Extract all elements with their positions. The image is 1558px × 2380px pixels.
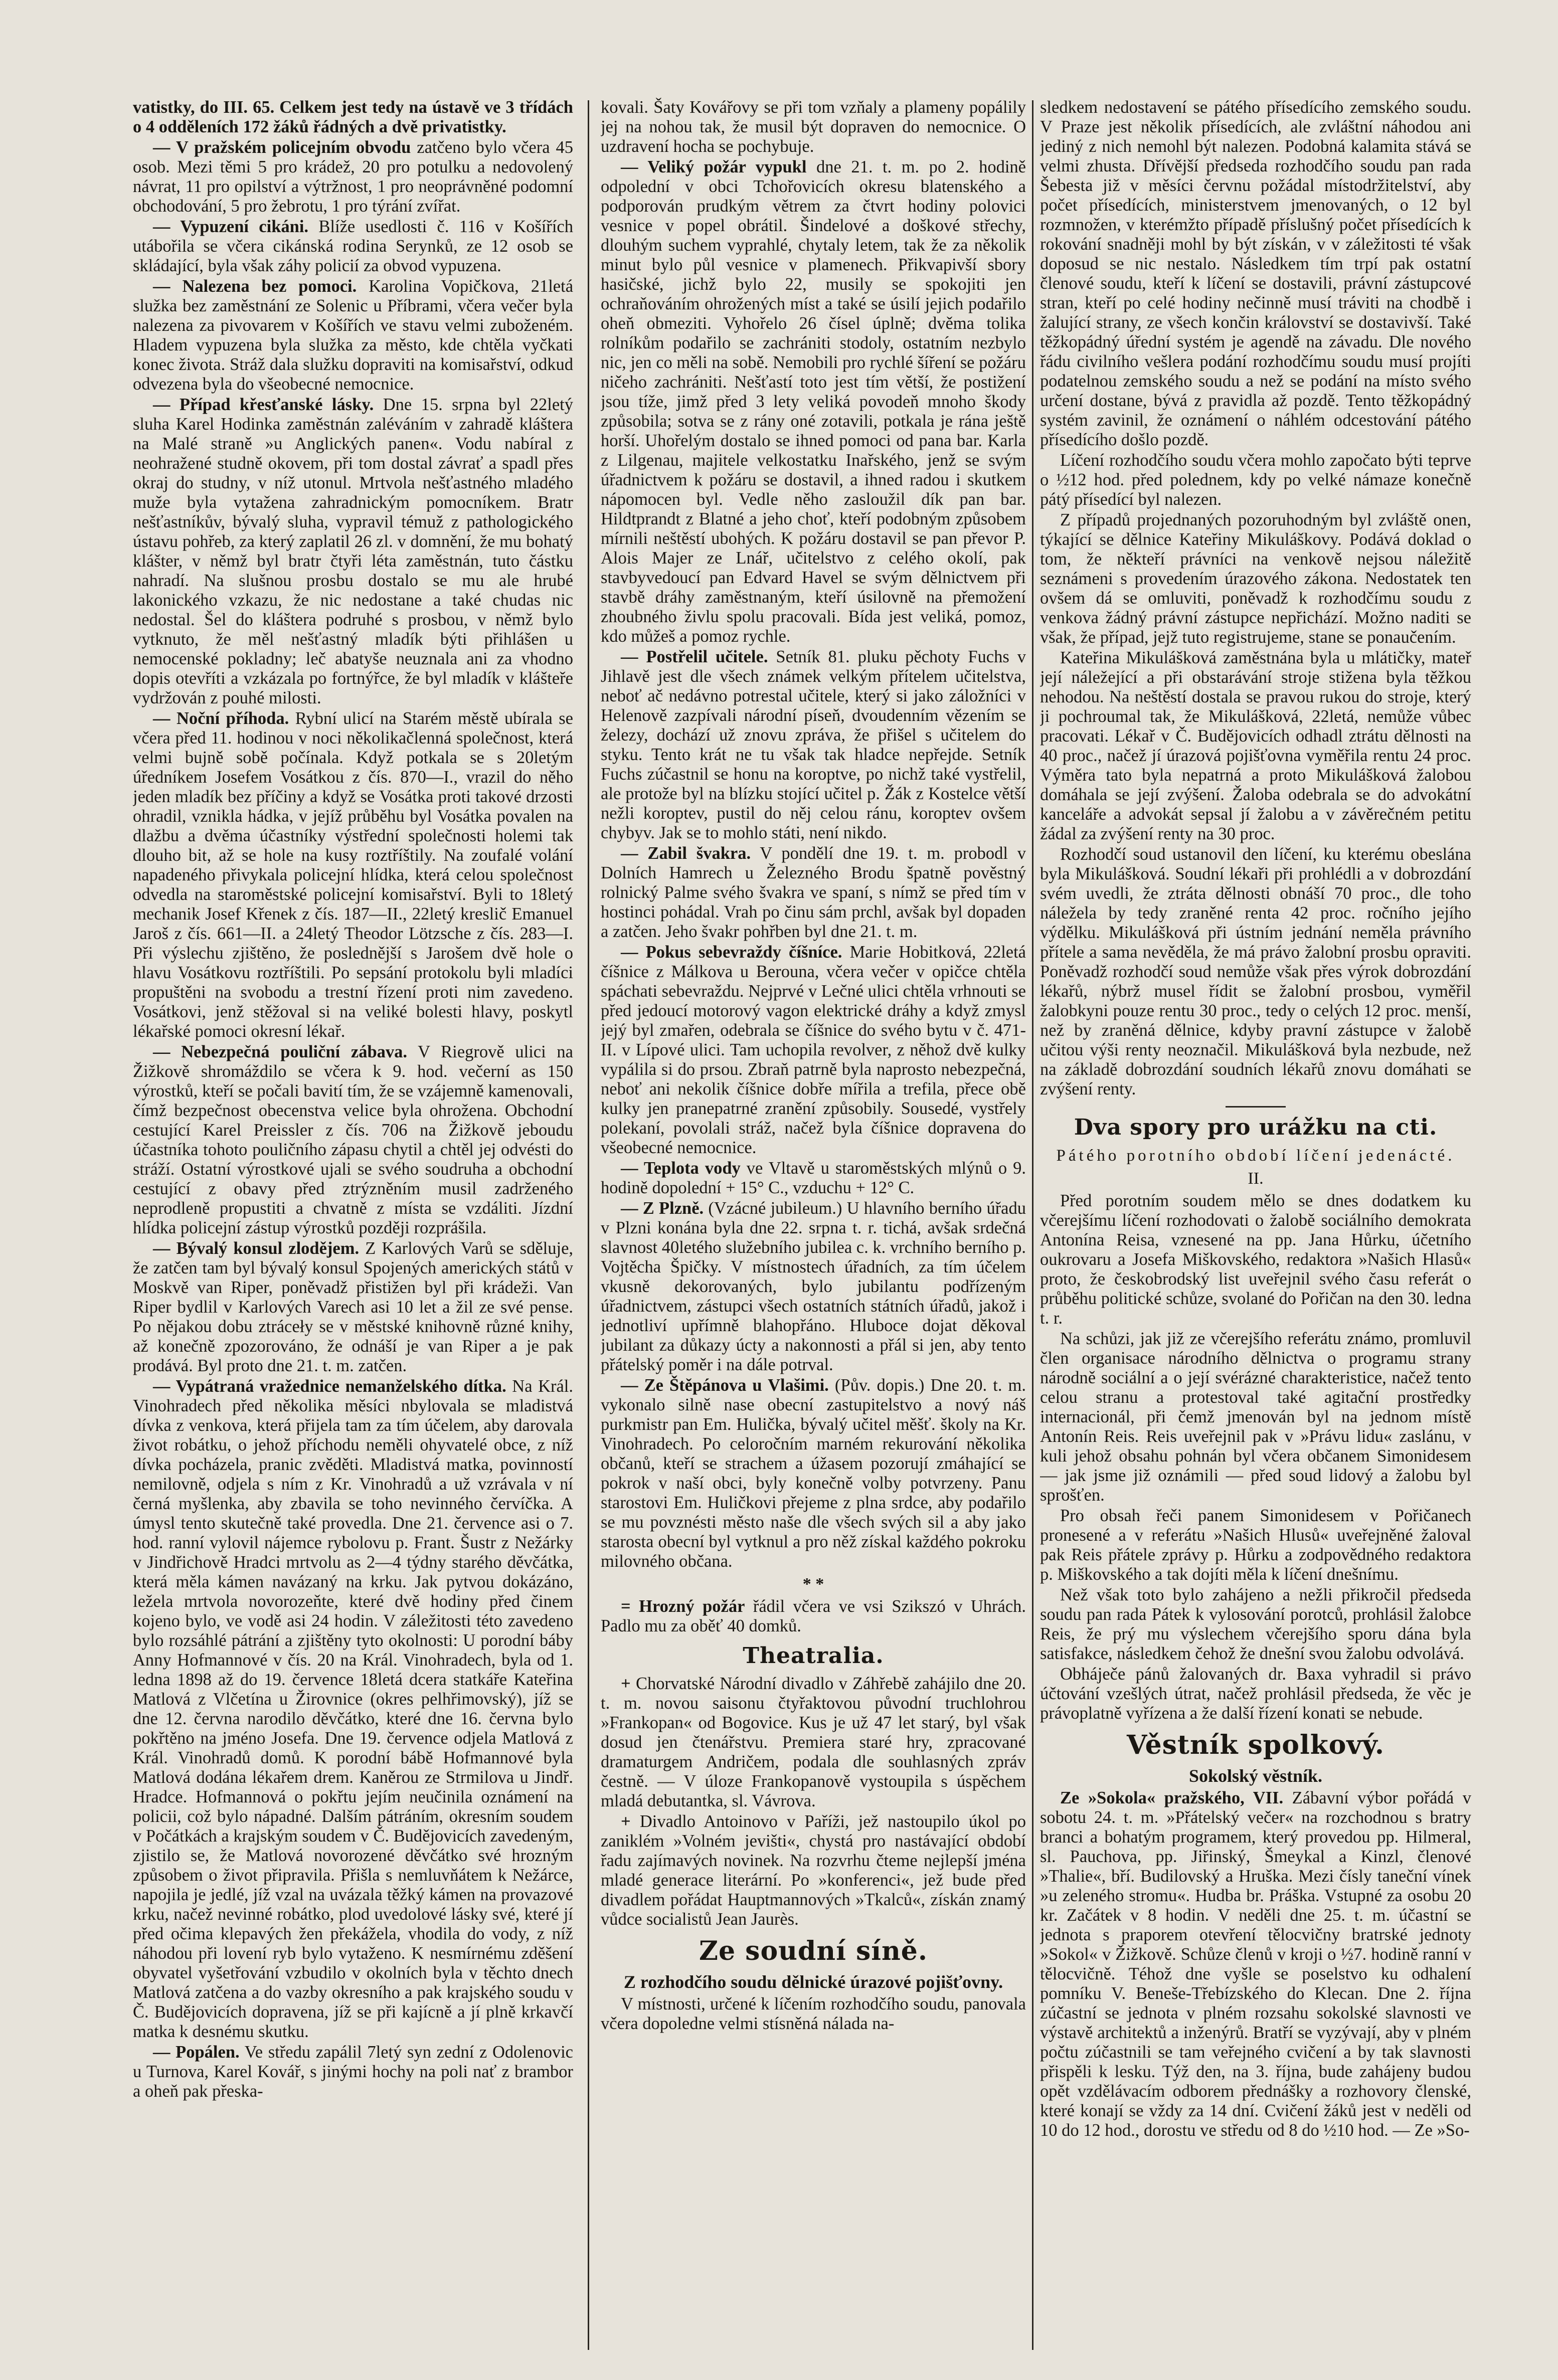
sub-heading: Pátého porotního období líčení jedenácté. (1056, 1147, 1455, 1165)
news-item-text: Dne 15. srpna byl 22letý sluha Karel Hodinka zaměstnán zaléváním v zahradě kláštera na Malé straně »u Anglických panen«. Vodu nabíral z neohražené studně okovem, při tom dostal závrať a spadl přes okraj do studny, v níž utonul. Mrtvola nešťastného mladého muže byla vytažena zahradnickým pomocníkem. Bratr nešťastníkův, bývalý sluha, vypravil témuž z pathologického ústavu pohřeb, za který zaplatil 26 zl. v domnění, že mu bohatý klášter, v němž byl bratr čtyři léta zaměstnán, tuto částku nahradí. Na slušnou prosbu dostalo se mu ale hrubé lakonického vzkazu, že nic nedostane a také chudas nic nedostal. Šel do kláštera podruhé s prosbou, v němž bylo vytknuto, že měl nešťastný mladík býti přihlášen u nemocenské pokladny; leč abatyše neuznala ani za vhodno dopis otevříti a vzkázala po fortnýřce, že byl mladík v klášteře vydržován z pouhé milosti. (133, 395, 573, 707)
news-item (601, 1812, 1026, 1929)
news-item (1040, 1788, 1471, 2140)
news-item-heading: — Pokus sebevraždy číšníce. (621, 943, 842, 962)
news-item (1040, 1329, 1471, 1505)
section-heading: Věstník spolkový. (1127, 1730, 1384, 1760)
column-rule-2 (1032, 100, 1033, 2350)
news-item (601, 1597, 1026, 1636)
news-item (601, 943, 1026, 1158)
news-item-heading: Ze »Sokola« pražského, VII. (1060, 1788, 1284, 1807)
news-item-heading: — Noční příhoda. (153, 709, 289, 728)
news-item-heading: — V pražském policejním obvodu (153, 138, 411, 157)
news-item (133, 217, 573, 276)
asterism-divider: * * (802, 1575, 824, 1593)
news-item-text: Líčení rozhodčího soudu včera mohlo započato býti teprve o ½12 hod. před polednem, kdy po velké námaze konečně pátý přísedící byl nalezen. (1040, 451, 1471, 509)
news-item-text: ve Vltavě u staroměstských mlýnů o 9. hodině dopolední + 15° C., vzduchu + 12° C. (601, 1159, 1026, 1197)
section-heading: Theatralia. (743, 1643, 884, 1669)
news-item (1040, 1506, 1471, 1584)
news-item-text: Zábavní výbor pořádá v sobotu 24. t. m. »Přátelský večer« na rozchodnou s bratry branci a bohatým programem, který provedou pp. Hilmeral, sl. Pauchova, pp. Jiřinský, Šmeykal a Kinzl, členové »Thalie«, bří. Budilovský a Hruška. Mezi čísly taneční vínek »u zeleného stromu«. Hudba br. Práška. Vstupné za osobu 20 kr. Začátek v 8 hodin. V neděli dne 25. t. m. účastní se jednota s praporem otevření tělocvičny bratrské jednoty »Sokol« v Žižkově. Schůze členů v kroji o ½7. hodině ranní v tělocvičně. Téhož dne vyšle se poselstvo ku odhalení pomníku V. Beneše-Třebízského do Klecan. Dne 2. října zúčastní se jednota v plném rozsahu sokolské slavnosti ve výstavě architektů a inženýrů. Bratří se vyzývají, aby v plném počtu zúčastnili se tam veřejného cvičení a by tak slavnosti přispěli k lesku. Týž den, na 3. října, bude zahájeny budou opět vzdělávacím odborem přednášky a rozhovory členské, které konají se vždy za 14 dní. Cvičení žáků jest v neděli od 10 do 12 hod., dorostu ve středu od 8 do ½10 hod. — Ze »So- (1040, 1788, 1471, 2140)
news-item-text: Chorvatské Národní divadlo v Záhřebě zahájilo dne 20. t. m. novou saisonu čtyřaktovou původní truchlohrou »Frankopan« od Bogovice. Kus je už 47 let starý, byl však dosud jen čtenářstvu. Premiera staré hry, zpracované dramaturgem Andričem, podala dle souhlasných zpráv čestně. — V úloze Frankopanově vystoupila s úspěchem mladá debutantka, sl. Vávrova. (601, 1674, 1026, 1810)
news-item-heading: — Nalezena bez pomoci. (153, 277, 357, 296)
news-item-text: Před porotním soudem mělo se dnes dodatkem ku včerejšímu líčení rozhodovati o žalobě sociálního demokrata Antonína Reisa, vznesené na pp. Jana Hůrku, účetního oukrovaru a Josefa Miškovského, redaktora »Našich Hlasů« proto, že českobrodský list uveřejnil svého času referát o průběhu politické schůze, svolané do Pořičan na den 30. ledna t. r. (1040, 1191, 1471, 1328)
news-item-text: Na schůzi, jak již ze včerejšího referátu známo, promluvil člen organisace národního dělnictva o programu strany národně sociální a o její svérázné charakteristice, načež tento celou stranu a protestoval také agitační prostředky internacionál, při čemž jmenován byl na jednom místě Antonín Reis. Reis uveřejnil pak v »Právu lidu« zaslánu, v kuli jehož obsahu pohnán byl včera občanem Simonidesem — jak jsme již oznámili — před soud lidový a žalobu byl sprošťen. (1040, 1329, 1471, 1505)
news-item-text: Rozhodčí soud ustanovil den líčení, ku kterému obeslána byla Mikulášková. Soudní lékaři při prohlédli a v dobrozdání svém uvedli, že ztráta dělnosti obnáší 70 proc., dle toho náležela by tedy zraněné renta 42 proc. ročního jejího výdělku. Mikulášková při ústním jednání neměla právního přítele a sama nevěděla, že má právo žalobní prosbu opraviti. Poněvadž rozhodčí soud nemůže však přes výrok dobrozdání lékařů, nýbrž musel řídit se žalobní prosbou, vyměřil žalobkyni pouze rentu 30 proc., tedy o celých 12 proc. menší, než by zraněná dělnice, kdyby pravní zástupce v žalobě učitou výši renty neoznačil. Mikulášková byla nezbude, než na základě dobrozdání soudních lékařů znovu domáhati se zvýšení renty. (1040, 845, 1471, 1099)
news-item-heading: — Z Plzně. (621, 1199, 704, 1218)
column-middle (601, 98, 1026, 2360)
news-item-text: dne 21. t. m. po 2. hodině odpolední v obci Tchořovicích okresu blatenského a podporován prudkým větrem za čtvrt hodiny polovici vesnice v popel obrátil. Šindelové a doškové střechy, dlouhým suchem vyprahlé, chytaly letem, tak že za několik minut bylo půl vesnice v plamenech. Přikvapivší sbory hasičské, jichž bylo 22, musily se spokojiti jen ochraňováním ohrožených míst a také se úsilí jejich podařilo oheň obmeziti. Vyhořelo 26 čísel úplně; dvěma tolika rolníkům podařilo se zachrániti stodoly, ostatním nezbylo nic, jen co měli na sobě. Nemobili pro rychlé šíření se požáru ničeho zachrániti. Nešťastí toto jest tím větší, že postižení jsou tíže, jimž před 3 lety veliká povodeň mnoho škody způsobila; sotva se z rány oné zotavili, potkala je rána ještě horší. Uhořelým dostalo se ihned pomoci od pana bar. Karla z Lilgenau, majitele velkostatku Inařského, jenž se svým úřadnictvem k požáru se dostavil, a ihned radou i skutkem nápomocen byl. Vedle něho zasloužil dík pan bar. Hildtprandt z Blatné a jeho choť, kteří podobným způsobem mírnili neštěstí ubohých. K požáru dostavil se pan převor P. Alois Majer ze Lnář, učitelstvo z celého okolí, pak stavbyvedoucí pan Edvard Havel se svým dělnictvem při stavbě dráhy zaměstnaným, kteří úsilovně na přemožení zhoubného živlu spolu pracovali. Bída jest veliká, pomoz, kdo můžeš a pomoz rychle. (601, 157, 1026, 646)
news-item (1040, 1665, 1471, 1723)
news-item-text: Z Karlových Varů se sděluje, že zatčen tam byl bývalý konsul Spojených amerických států v Moskvě van Riper, poněvadž přistižen byl při krádeži. Van Riper bydlil v Karlových Varech asi 10 let a žil ze své pense. Po nějakou dobu ztráceły se v městské knihovně různé knihy, až konečně zpozorováno, že odnáší je van Riper a je pak prodává. Byl proto dne 21. t. m. zatčen. (133, 1239, 573, 1375)
news-item (133, 1239, 573, 1376)
news-item (601, 1994, 1026, 2034)
news-item-text: Blíže usedlosti č. 116 v Košířích utábořila se včera cikánská rodina Serynků, ze 12 osob se skládající, byla však záhy policií za obvod vypuzena. (133, 217, 573, 275)
news-item-text: Na Král. Vinohradech před několika měsíci nbylovala se mladistvá dívka z venkova, která přijela tam za tím účelem, aby darovala život robátku, o jehož příchodu neměli ohyvatelé obce, z níž dívka pocházela, pranic zvěděti. Mladistvá matka, povinností nemilovně, odjela s ním z Kr. Vinohradů a už vzrávala v ní černá myšlenka, aby zbavila se toho nevinného červíčka. A úmysl tento skutečně také provedla. Dne 21. července asi o 7. hod. ranní vylovil nájemce rybolovu p. Frant. Šustr z Nežárky v Jindřichově Hradci mrtvolu as 2—4 týdny starého děvčátka, která měla kámen navázaný na krku. Jak pytvou dokázáno, ležela mrtvola novorozeňte, které dvě hodiny před činem kojeno bylo, ve vodě asi 24 hodin. V záležitosti této zavedeno bylo rozsáhlé pátrání a zjištěny tyto okolnosti: U porodní báby Anny Hofmannové v čís. 20 na Král. Vinohradech, byla od 1. ledna 1898 až do 19. července 18letá dcera statkáře Kateřina Matlová z Vlčetína u Žirovnice (okres pelhřimovský), jíž se dne 12. června narodilo děvčátko, které dne 16. června bylo pokřtěno na jméno Josefa. Dne 19. července odjela Matlová z Král. Vinohradů domů. K porodní bábě Hofmannové byla Matlová dodána lékařem drem. Kaněrou ze Strmilova u Jindř. Hradce. Hofmannová o pokřtu jejím neučinila oznámení na policii, což bylo nápadné. Dalším pátráním, okresním soudem v Počátkách a krajským soudem v Č. Budějovicích zavedeným, zjistilo se, že Matlová novorozené děvčátko své hrozným způsobem o život připravila. Přišla s nemluvňátem k Nežárce, napojila je jedlé, jíž vzal na uvázala těžký kámen na provazové krku, načež nevinné robátko, plod uvedolové lásky své, které jí před očima klepavých žen překážela, vhodila do vody, z níž náhodou při lovení ryb bylo vytaženo. K nesmírnému zděšení obyvatel vyšetřování vzbudilo v okolních byla v těchto dnech Matlová zatčena a do vazby okresního a pak krajského soudu v Č. Budějovicích dopravena, jíž se při kajícně a jí plně krkavčí matka k desnému skutku. (133, 1377, 573, 2041)
news-item (1040, 510, 1471, 647)
news-item-text: sledkem nedostavení se pátého přísedícího zemského soudu. V Praze jest několik přísedících, ale zvláštní náhodou ani jediný z nich nemohl být nalezen. Podobná kalamita stává se velmi zhusta. Dřívější předseda rozhodčího soudu pan rada Šebesta již v měsíci červnu požádal místodržitelství, aby počet přísedících, ministerstvem jmenovaných, o 12 byl rozmnožen, v kterémžto případě příslušný počet přísedících k rokování snadněji mohl by být získán, v v záležitosti té však doposud se nic nestalo. Následkem tím trpí pak ostatní členové soudu, kteří k líčení se dostavili, právní zástupcové stran, kteří po celé hodiny nečinně musí tráviti na chodbě i žalující strany, ze všech končin království se dostavivší. Také těžkopádný úřední systém je agendě na závadu. Dle nového řádu civilního vešlera podání rozhodčímu soudu musí projíti podatelnou zemského soudu a než se podání na místo svého určení dostane, bývá z pravidla až pozdě. Tento těžkopádný systém zavinil, že oznámení o náhlém odcestování pátého přísedícího došlo pozdě. (1040, 98, 1471, 449)
news-item-heading: + (621, 1674, 631, 1693)
news-item-text: kovali. Šaty Kovářovy se při tom vzňaly a plameny popálily jej na nohou tak, že musil být dopraven do nemocnice. O uzdravení hocha se pochybuje. (601, 98, 1026, 156)
news-item-text: Marie Hobitková, 22letá číšnice z Málkova u Berouna, včera večer v opičce chtěla spáchati sebevraždu. Nejprvé v Lečné ulici chtěla vrhnouti se před jedoucí motorový vagon elektrické dráhy a když zmysl jejý byl zmařen, odebrala se číšnice do svého bytu v č. 471-II. v Lípové ulici. Tam uchopila revolver, z něhož dvě kulky vypálila si do prsou. Zbraň patrně byla naprosto nebezpečná, neboť ani nekolik číšnice dobře mířila a trefila, přece obě kulky jen pranepatrné zranění způsobily. Sousedé, vystřely polekaní, povolali stráž, načež byla číšnice dopravena do všeobecné nemocnice. (601, 943, 1026, 1157)
sub-heading: Z rozhodčího soudu dělnické úrazové pojišťovny. (623, 1972, 1003, 1992)
news-item (133, 98, 573, 137)
news-item-heading: — Veliký požár vypukl (621, 157, 807, 176)
news-item (133, 1042, 573, 1238)
news-item-text: Ve středu zapálil 7letý syn zední z Odolenovic u Turnova, Karel Kovář, s jinými hochy na poli nať z brambor a oheň pak přeska- (133, 2043, 573, 2101)
news-item-heading: — Postřelil učitele. (621, 647, 768, 666)
news-item-heading: — Zabil švakra. (621, 844, 751, 863)
part-number: II. (1248, 1169, 1264, 1188)
news-item-text: (Vzácné jubileum.) U hlavního berního úřadu v Plzni konána byla dne 22. srpna t. r. tichá, avšak srdečná slavnost 40letého služebního jubilea c. k. vrchního berního p. Vojtěcha Špičky. V místnostech úřadních, za tím účelem vkusně dekorovaných, bylo jubilantu podřízeným úřadnictvem, zástupci všech ostatních státních úřadů, jakož i jednotliví upřímně blahopřáno. Hluboce dojat děkoval jubilant za důkazy úcty a nakonnosti a přál si jen, aby tento přátelský poměr i na dále potrval. (601, 1199, 1026, 1374)
news-item (1040, 98, 1471, 450)
news-item (133, 138, 573, 216)
news-item (601, 1376, 1026, 1571)
news-item-text: Než však toto bylo zahájeno a nežli přikročil předseda soudu pan rada Pátek k vylosování porotců, prohlásil žalobce Reis, že prý mu výslechem včerejšího sporu dána byla satisfakce, následkem čehož že dnešní svou žalobu odvolává. (1040, 1585, 1471, 1663)
column-rule-1 (588, 100, 589, 2350)
news-item-text: Setník 81. pluku pěchoty Fuchs v Jihlavě jest dle všech známek velkým přítelem učitelstva, neboť ač nedávno potrestal učitele, který si jako záložníci v Helenově zazpívali národní píseň, dvoudenním vězením se železy, dochází už znovu zpráva, že přišel s učitelem do styku. Tento krát ne tu však tak hladce nepřejde. Setník Fuchs zúčastnil se honu na koroptve, po nichž také vystřelil, ale protože byl na blízku stojící učitel p. Žák z Kostelce větší nežli koroptev, pustil do něj celou ránu, koroptev ovšem chybyv. Jak se to mohlo státi, není nikdo. (601, 647, 1026, 842)
news-item-text: V Riegrově ulici na Žižkově shromáždilo se včera k 9. hod. večerní as 150 výrostků, kteří se počali bavití tím, že se vzájemně kamenovali, čímž bezpečnost obecenstva velice byla ohrožena. Obchodní cestující Karel Preissler z čís. 706 na Žižkově jeboudu účastníka tohoto pouličního zápasu chytil a chtěl jej odvésti do stráží. Ostatní výrostkové ujali se svého soudruha a obchodní cestující z obavy před ztrýzněním musil zadrženého neprodleně propustiti a chvatně z místa se vzdáliti. Jízdní hlídka policejní zástup výrostků později rozprášila. (133, 1042, 573, 1237)
news-item-text: (Pův. dopis.) Dne 20. t. m. vykonalo silně nase obecní zastupitelstvo a nový náš purkmistr pan Em. Hulička, bývalý učitel měšť. školy na Kr. Vinohradech. Po celoročním marném rekurování několika občanů, kteří se strachem a úžasem pozorují zmáhající se pokrok v naší obci, byly konečně volby potvrzeny. Panu starostovi Em. Huličkovi přejeme z plna srdce, aby podařilo se mu povznésti město naše dle všech svých sil a aby jako starosta obecní byl vytknul a pro něž získal každého pokroku milovného občana. (601, 1376, 1026, 1571)
section-heading: Dva spory pro urážku na cti. (1074, 1115, 1438, 1140)
news-item-text: řádil včera ve vsi Szikszó v Uhrách. Padlo mu za oběť 40 domků. (601, 1597, 1026, 1635)
news-item (601, 1674, 1026, 1811)
news-item (1040, 845, 1471, 1099)
news-item (601, 647, 1026, 843)
news-item (133, 277, 573, 394)
news-item-heading: — Případ křesťanské lásky. (153, 395, 374, 414)
news-item-text: Obháječe pánů žalovaných dr. Baxa vyhradil si právo účtování vzešlých útrat, načež prohlásil předseda, že věc je právoplatně vyřízena a že další řízení konati se nebude. (1040, 1665, 1471, 1723)
news-item-text: V místnosti, určené k líčením rozhodčího soudu, panovala včera dopoledne velmi stísněná nálada na- (601, 1994, 1026, 2033)
sub-heading: Sokolský věstník. (1188, 1766, 1323, 1786)
news-item-text: vatistky, do III. 65. Celkem jest tedy na ústavě ve 3 třídách o 4 odděleních 172 žáků řádných a dvě privatistky. (133, 98, 573, 136)
news-item-text: Z případů projednaných pozoruhodným byl zvláště onen, týkající se dělnice Kateřiny Mikuláškovy. Podává doklad o tom, že někteří právníci na venkově nejsou náležitě seznámeni s provedením úrazového zákona. Nedostatek ten ovšem dá se omluviti, poněvadž k rozhodčímu soudu z venkova žádný právní zástupce nepřichází. Možno naditi se však, že případ, jejž tuto registrujeme, stane se ponaučením. (1040, 510, 1471, 647)
news-item (601, 98, 1026, 156)
news-item-heading: — Vypátraná vražednice nemanželského dítka. (153, 1377, 506, 1396)
news-item-heading: — Vypuzení cikáni. (153, 217, 309, 236)
news-item (133, 395, 573, 708)
news-item-heading: — Ze Štěpánova u Vlašimi. (621, 1376, 829, 1395)
news-item-heading: + (621, 1812, 631, 1831)
column-right (1040, 98, 1471, 2360)
news-item-text: Pro obsah řeči panem Simonidesem v Pořičanech pronesené a v referátu »Našich Hlusů« uveřejněné žaloval pak Reis přátele zprávy p. Hůrku a zodpovědného redaktora p. Miškovského a tak dojíti měla k líčení dnešnímu. (1040, 1506, 1471, 1584)
news-item-text: V pondělí dne 19. t. m. probodl v Dolních Hamrech u Železného Brodu špatně pověstný rolnický Palme svého švakra ve spaní, s nímž se před tím v hostinci pohádal. Vrah po činu sám prchl, avšak byl dopaden a zatčen. Jeho švakr pohřben byl dne 21. t. m. (601, 844, 1026, 941)
news-item (1040, 1585, 1471, 1664)
news-item (133, 2043, 573, 2101)
news-item-heading: — Teplota vody (621, 1159, 741, 1178)
news-item-text: Rybní ulicí na Starém městě ubírala se včera před 11. hodinou v noci několikačlenná společnost, která velmi bujně sobě počínala. Když potkala se s 20letým úředníkem Josefem Vosátkou z čís. 870—I., vrazil do něho jeden mladík bez příčiny a když se Vosátka proti takové drzosti ohradil, vznikla hádka, v jejíž průběhu byl Vosátka povalen na dlažbu a dvěma účastníky výstřední společnosti holemi tak dlouho bit, až se hole na kusy roztříštily. Na zoufalé volání napadeného přivykala policejní hlídka, která celou společnost odvedla na staroměstské policejní komisařství. Byli to 18letý mechanik Josef Křenek z čís. 187—II., 22letý kreslič Emanuel Jaroš z čís. 661—II. a 24letý Theodor Lötzsche z čís. 283—I. Při výslechu zjištěno, že poslednější s Jarošem dvě hole o hlavu Vosátkovu roztříštili. Po sepsání protokolu byli mladíci propuštěni na svobodu a trestní řízení proti nim zavedeno. Vosátkovi, jenž stěžoval si na veliké bolesti hlavy, poskytl lékařské pomoci okresní lékař. (133, 709, 573, 1041)
news-item-heading: — Bývalý konsul zlodějem. (153, 1239, 360, 1258)
news-item (1040, 648, 1471, 844)
news-item (601, 1199, 1026, 1375)
news-item-heading: — Nebezpečná pouliční zábava. (153, 1042, 408, 1061)
news-item-text: Karolina Vopičkova, 21letá služka bez zaměstnání ze Solenic u Příbrami, včera večer byla nalezena za pivovarem v Košířích ve stavu velmi zuboženém. Hladem vypuzena byla služka za město, kde chtěla vyčkati konec života. Stráž dala služku dopraviti na komisařství, odkud odvezena byla do všeobecné nemocnice. (133, 277, 573, 394)
news-item-heading: = Hrozný požár (621, 1597, 745, 1616)
news-item (601, 1159, 1026, 1198)
separator-rule (1226, 1106, 1286, 1108)
news-item-text: Kateřina Mikulášková zaměstnána byla u mlátičky, mateř její náležející a při obstarávání stroje stižena byla těžkou nehodou. Na neštěstí dostala se pravou rukou do stroje, který ji pochroumal tak, že Mikulášková, 22letá, nemůže vůbec pracovati. Lékař v Č. Budějovicích odhadl ztrátu dělnosti na 40 proc., načež jí úrazová pojišťovna vyměřila rentu 24 proc. Výměra tato byla nepatrná a proto Mikulášková žalobou domáhala se její zvýšení. Žaloba odebrala se do advokátní kanceláře a advokát sepsal jí žalobu a v závěrečném petitu žádal za zvýšení renty na 30 proc. (1040, 648, 1471, 843)
news-item (601, 844, 1026, 942)
news-item (601, 157, 1026, 646)
news-item-heading: — Popálen. (153, 2043, 240, 2062)
news-item (133, 709, 573, 1041)
news-item (133, 1377, 573, 2042)
column-left (133, 98, 573, 2360)
news-item-text: zatčeno bylo včera 45 osob. Mezi těmi 5 pro krádež, 20 pro potulku a nedovolený návrat, 11 pro opilství a výtržnost, 1 pro neoprávněné podomní obchodování, 5 pro žebrotu, 1 pro týrání zvířat. (133, 138, 573, 216)
section-heading: Ze soudní síně. (699, 1936, 928, 1966)
news-item-text: Divadlo Antoinovo v Paříži, jež nastoupilo úkol po zaniklém »Volném jevišti«, chystá pro nastávající období řadu zajímavých novinek. Na rozvrhu čteme nejlepší jména mladé generace literární. Po »konferenci«, jež bude před divadlem pořádat Hauptmannových »Tkalců«, získán znamý vůdce socialistů Jean Jaurès. (601, 1812, 1026, 1929)
news-item (1040, 451, 1471, 509)
news-item (1040, 1191, 1471, 1328)
